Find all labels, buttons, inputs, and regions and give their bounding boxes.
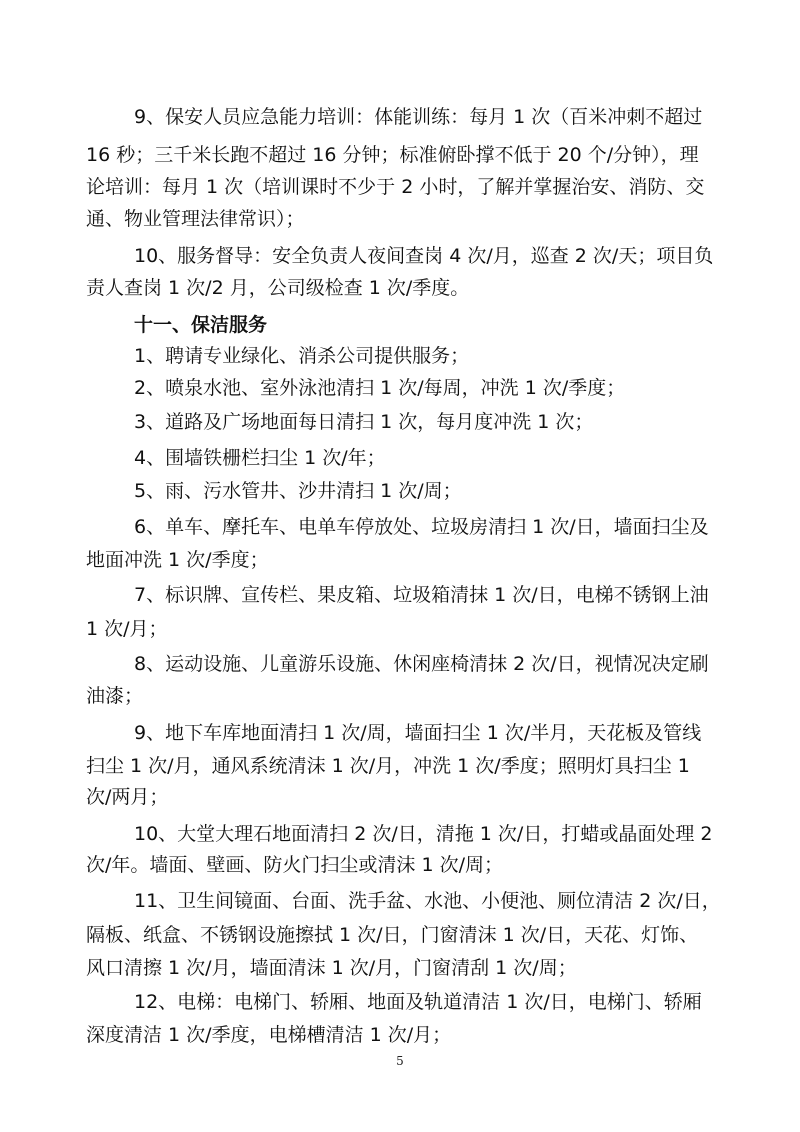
text-line: 1 次/月；	[86, 618, 168, 640]
text-line: 9、保安人员应急能力培训：体能训练：每月 1 次（百米冲刺不超过	[134, 106, 703, 128]
text-line: 5、雨、污水管井、沙井清扫 1 次/周；	[134, 480, 462, 502]
text-line: 风口清擦 1 次/月，墙面清沫 1 次/月，门窗清刮 1 次/周；	[86, 957, 577, 979]
text-line: 次/年。墙面、壁画、防火门扫尘或清沫 1 次/周；	[86, 854, 503, 876]
text-line: 12、电梯：电梯门、轿厢、地面及轨道清洁 1 次/日，电梯门、轿厢	[134, 991, 702, 1013]
text-line: 9、地下车库地面清扫 1 次/周，墙面扫尘 1 次/半月，天花板及管线	[134, 722, 702, 744]
text-line: 16 秒；三千米长跑不超过 16 分钟；标准俯卧撑不低于 20 个/分钟），理	[86, 144, 699, 166]
text-line: 论培训：每月 1 次（培训课时不少于 2 小时，了解并掌握治安、消防、交	[86, 176, 705, 198]
text-line: 3、道路及广场地面每日清扫 1 次，每月度冲洗 1 次；	[134, 411, 594, 433]
text-line: 7、标识牌、宣传栏、果皮箱、垃圾箱清抹 1 次/日，电梯不锈钢上油	[134, 584, 709, 606]
page-number: 5	[396, 1054, 404, 1068]
section-title: 十一、保洁服务	[134, 314, 268, 336]
text-line: 11、卫生间镜面、台面、洗手盆、水池、小便池、厕位清洁 2 次/日，	[134, 890, 721, 912]
text-line: 油漆；	[86, 685, 144, 707]
text-line: 通、物业管理法律常识）；	[86, 208, 305, 230]
text-line: 6、单车、摩托车、电单车停放处、垃圾房清扫 1 次/日，墙面扫尘及	[134, 516, 709, 538]
text-line: 1、聘请专业绿化、消杀公司提供服务；	[134, 345, 470, 367]
text-line: 隔板、纸盒、不锈钢设施擦拭 1 次/日，门窗清沫 1 次/日，天花、灯饰、	[86, 924, 699, 946]
text-line: 10、大堂大理石地面清扫 2 次/日，清拖 1 次/日，打蜡或晶面处理 2	[134, 823, 713, 845]
text-line: 4、围墙铁栅栏扫尘 1 次/年；	[134, 447, 386, 469]
text-line: 责人查岗 1 次/2 月，公司级检查 1 次/季度。	[86, 277, 470, 299]
text-line: 10、服务督导：安全负责人夜间查岗 4 次/月，巡查 2 次/天；项目负	[134, 245, 714, 267]
text-line: 次/两月；	[86, 786, 169, 808]
text-line: 2、喷泉水池、室外泳池清扫 1 次/每周，冲洗 1 次/季度；	[134, 377, 626, 399]
text-line: 深度清洁 1 次/季度，电梯槽清洁 1 次/月；	[86, 1024, 452, 1046]
text-line: 扫尘 1 次/月，通风系统清沫 1 次/月，冲洗 1 次/季度；照明灯具扫尘 1	[86, 755, 690, 777]
text-line: 8、运动设施、儿童游乐设施、休闲座椅清抹 2 次/日，视情况决定刷	[134, 653, 709, 675]
text-line: 地面冲洗 1 次/季度；	[86, 549, 269, 571]
